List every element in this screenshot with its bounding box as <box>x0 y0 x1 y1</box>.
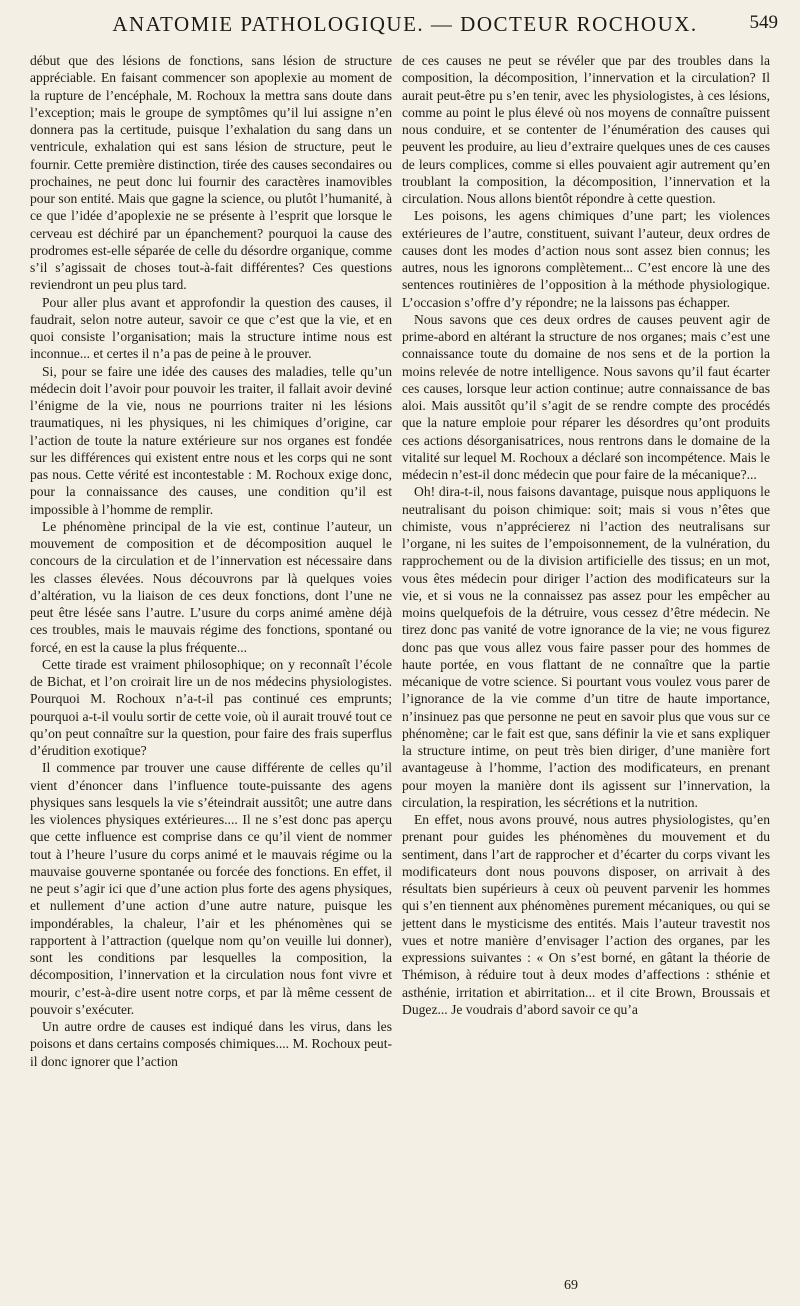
right-column <box>402 52 770 1018</box>
page-number: 549 <box>749 12 778 33</box>
paragraph: Cette tirade est vraiment philosophique; on y reconnaît l’école de Bichat, et l’on croirait lire un de nos médecins physiologistes. Pourquoi M. Rochoux n’a-t-il pas continué ces emprunts; pourquoi a-t-il voulu sortir de cette voie, où il aurait trouvé tout ce qu’on peut connaître sur la question, pour faire des frais superflus d’érudition exotique? <box>30 656 392 758</box>
paragraph: Les poisons, les agens chimiques d’une part; les violences extérieures de l’autre, constituent, suivant l’auteur, deux ordres de causes dont les modes d’action nous sont assez bien connus; les autres, nous les ignorons complètement... C’est encore là une des sentences routinières de l’opposition à la méthode physiologique. L’occasion s’offre d’y répondre; ne la laissons pas échapper. <box>402 208 770 310</box>
paragraph: Un autre ordre de causes est indiqué dans les virus, dans les poisons et dans certains composés chimiques.... M. Rochoux peut-il donc ignorer que l’action <box>30 1019 392 1069</box>
paragraph: En effet, nous avons prouvé, nous autres physiologistes, qu’en prenant pour guides les phénomènes du mouvement et du sentiment, dans l’art de rapprocher et d’écarter du corps vivant les modificateurs dont nous pouvons disposer, on arrivait à des résultats bien supérieurs à ceux où peuvent parvenir les hommes qui s’en tiennent aux phénomènes purement mécaniques, ou qui se jettent dans le mysticisme des entités. Mais l’auteur travestit nos vues et notre manière d’envisager l’action des organes, par les expressions suivantes : « On s’est borné, en gâtant la théorie de Thémison, à réduire tout à deux modes d’affections : sthénie et asthénie, irritation et abirritation... et il cite Brown, Broussais et Dugez... Je voudrais d’abord savoir ce qu’a <box>402 812 770 1017</box>
paragraph: Pour aller plus avant et approfondir la question des causes, il faudrait, selon notre auteur, savoir ce que c’est que la vie, et en quoi consiste l’organisation; mais la structure intime nous est inconnue... et certes il n’a pas de peine à le prouver. <box>30 294 392 362</box>
paragraph: Oh! dira-t-il, nous faisons davantage, puisque nous appliquons le neutralisant du poison chimique: soit; mais si vous n’êtes que chimiste, vous n’apprécierez ni l’action des neutralisans sur l’organe, ni les suites de l’empoisonnement, de la vulnération, du rapprochement ou de la division artificielle des tissus; en un mot, vous êtes médecin pour diriger l’action des modificateurs sur la vie, et si vous ne la connaissez pas assez pour les empêcher au moins quelquefois de la détruire, vous cessez d’être médecin. Ne tirez donc pas vanité de votre ignorance de la vie; ne vous figurez donc pas que vous allez vous faire passer pour des hommes de haute portée, en vous flattant de ne connaître que la partie mécanique de votre science. Si pourtant vous voulez vous parer de l’ignorance de la vie comme d’un titre de haute importance, n’insinuez pas que personne ne peut en savoir plus que vous sur ce phénomène; car le fait est que, sans définir la vie et sans expliquer la structure intime, on peut très bien diriger, d’une manière fort avantageuse à l’homme, l’action des modificateurs, en prenant pour moyen la manière dont ils agissent sur l’innervation, la circulation, la respiration, les sécrétions et la nutrition. <box>402 484 770 810</box>
running-head: ANATOMIE PATHOLOGIQUE. — DOCTEUR ROCHOUX. <box>112 12 698 36</box>
paragraph: Si, pour se faire une idée des causes des maladies, telle qu’un médecin doit l’avoir pour pouvoir les traiter, il fallait avoir deviné l’énigme de la vie, nous ne pourrions traiter ni les lésions traumatiques, ni les physiques, ni les chimiques d’origine, car l’action de toute la nature extérieure sur nos organes est fondée sur les différences qui existent entre nous et les corps qui ne sont pas nous. Cette vérité est incontestable : M. Rochoux exige donc, pour la connaissance des causes, une condition qu’il est impossible à l’homme de remplir. <box>30 363 392 517</box>
page-header <box>32 12 778 52</box>
signature-mark: 69 <box>564 1278 578 1293</box>
left-column <box>30 52 392 1070</box>
paragraph: Le phénomène principal de la vie est, continue l’auteur, un mouvement de composition et de décomposition auquel le concours de la circulation et de l’innervation est nécessaire dans les classes élevées. Nous découvrons par là quelques voies d’altération, vu la liaison de ces deux fonctions, dont l’une ne peut être lésée sans l’autre. L’usure du corps animé amène déjà ces troubles, mais le mauvais régime des fonctions, spontané ou forcé, en est la cause la plus fréquente... <box>30 518 392 655</box>
paragraph: début que des lésions de fonctions, sans lésion de structure appréciable. En faisant commencer son apoplexie au moment de la rupture de l’encéphale, M. Rochoux la mettra sans doute dans l’exception; mais le groupe de symptômes qu’il lui assigne n’en donnera pas la certitude, puisque l’exhalation du sang dans un ventricule, exhalation qui est sans lésion de structure, peut le fournir. Cette première distinction, tirée des causes secondaires ou prochaines, ne peut donc lui fournir des caractères inamovibles pour son entité. Mais que gagne la science, ou plutôt l’humanité, à ce que l’idée d’apoplexie ne se présente à l’esprit que lorsque le cerveau est déchiré par un épanchement? pourquoi la cause des prodromes est-elle séparée de celle du désordre organique, comme s’il s’agissait de choses tout-à-fait différentes? Ces questions reviendront un peu plus tard. <box>30 53 392 293</box>
paragraph: Il commence par trouver une cause différente de celles qu’il vient d’énoncer dans l’influence toute-puissante des agens physiques sans lesquels la vie s’éteindrait aussitôt; une autre dans les violences physiques extérieures.... Il ne s’est donc pas aperçu que cette influence est comprise dans ce qu’il vient de nommer tout à l’heure l’usure du corps animé et le mauvais régime ou la mauvaise gouverne spontanée ou forcée des fonctions. En effet, il ne peut s’agir ici que d’une action plus forte des agens physiques, et nullement d’une action d’une autre nature, puisque les impondérables, la chaleur, l’air et les phénomènes qui se rapportent à l’attraction (quelque nom qu’on veuille lui donner), sont les conditions par lesquelles la composition, la décomposition, l’innervation et la circulation nous font vivre et mourir, c’est-à-dire usent notre corps, et par là même cessent de pouvoir s’exécuter. <box>30 760 392 1017</box>
paragraph: Nous savons que ces deux ordres de causes peuvent agir de prime-abord en altérant la structure de nos organes; mais c’est une connaissance toute du domaine de nos sens et de la portion la moins relevée de notre intelligence. Nous savons qu’il faut écarter ces causes, lorsque leur action continue; autre connaissance de bas aloi. Mais aussitôt qu’il s’agit de se rendre compte des procédés que la nature emploie pour réparer les désordres qu’ont produits ces actions désorganisatrices, nous rentrons dans le domaine de la vitalité sur lequel M. Rochoux a déclaré son incompétence. Mais le médecin n’est-il donc médecin que pour faire de la mécanique?... <box>402 311 770 482</box>
paragraph: de ces causes ne peut se révéler que par des troubles dans la composition, la décomposition, l’innervation et la circulation? Il aurait peut-être pu s’en tenir, avec les physiologistes, à ces lésions, comme au point le plus élevé où nos moyens de connaître puissent nous conduire, et se contenter de l’énumération des causes qui peuvent les produire, au lieu d’extraire quelques unes de ces causes de leurs complices, comme si elles pouvaient agir autrement qu’en troublant la composition, la décomposition, l’innervation et la circulation. Nous allons bientôt répondre à cette question. <box>402 53 770 206</box>
